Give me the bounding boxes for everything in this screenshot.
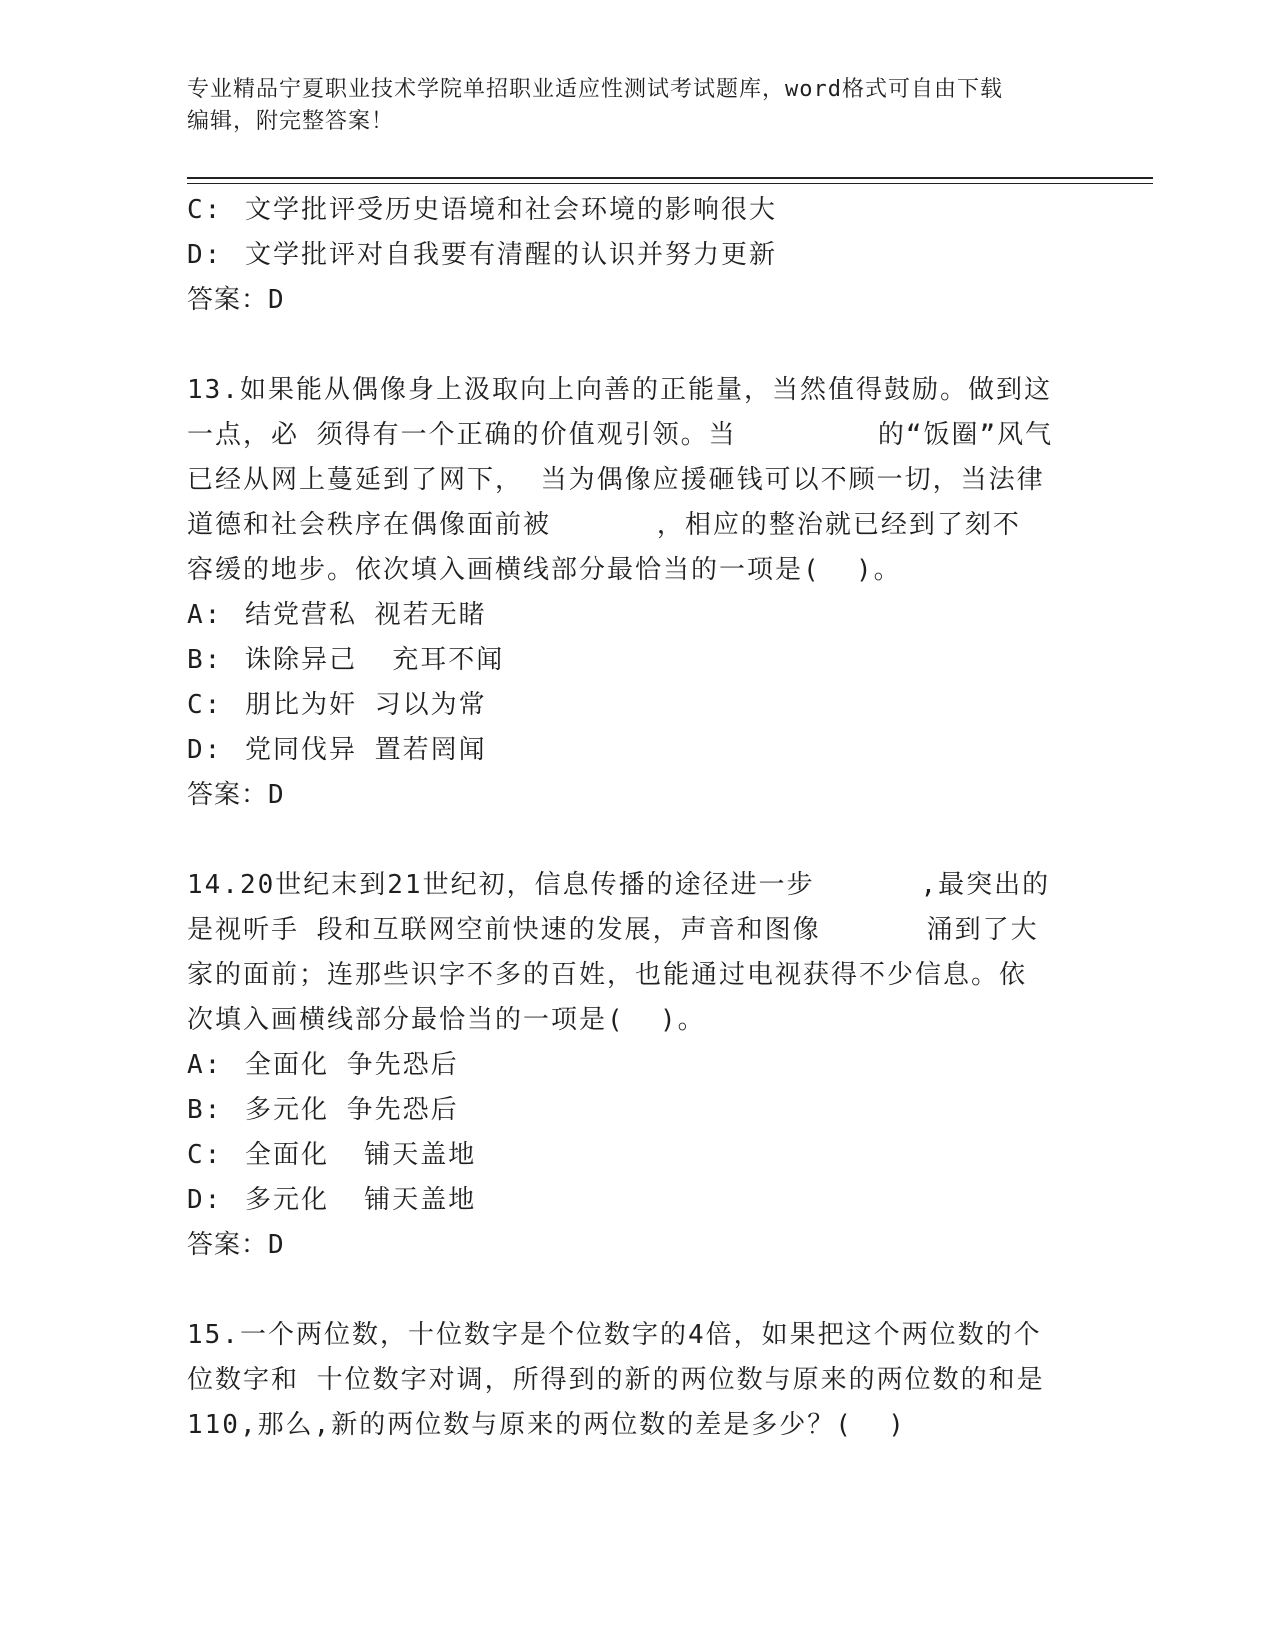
question-text-line: 容缓的地步。依次填入画横线部分最恰当的一项是( )。 — [187, 555, 902, 585]
question-text-line: 位数字和 十位数字对调，所得到的新的两位数与原来的两位数的和是 — [187, 1365, 1045, 1395]
question-text-line: 家的面前；连那些识字不多的百姓，也能通过电视获得不少信息。依 — [187, 960, 1028, 990]
option-d: D: 文学批评对自我要有清醒的认识并努力更新 — [187, 240, 778, 270]
header-line-1: 专业精品宁夏职业技术学院单招职业适应性测试考试题库，word格式可自由下载 — [187, 77, 1003, 102]
question-text-line: 次填入画横线部分最恰当的一项是( )。 — [187, 1005, 706, 1035]
question-text-line: 是视听手 段和互联网空前快速的发展，声音和图像 涌到了大 — [187, 915, 1039, 945]
question-text-line: 110,那么,新的两位数与原来的两位数的差是多少？( ) — [187, 1410, 906, 1440]
question-text-line: 14.20世纪末到21世纪初，信息传播的途径进一步 ,最突出的 — [187, 870, 1051, 900]
header-rule — [187, 177, 1153, 179]
document-body — [187, 188, 1087, 1448]
option-b: B: 多元化 争先恐后 — [187, 1095, 459, 1125]
header-rule-thin — [187, 183, 1153, 184]
option-c: C: 文学批评受历史语境和社会环境的影响很大 — [187, 195, 778, 225]
option-c: C: 全面化 铺天盖地 — [187, 1140, 477, 1170]
option-a: A: 结党营私 视若无睹 — [187, 600, 487, 630]
question-text-line: 已经从网上蔓延到了网下， 当为偶像应援砸钱可以不顾一切，当法律 — [187, 465, 1045, 495]
option-a: A: 全面化 争先恐后 — [187, 1050, 459, 1080]
question-text-line: 一点，必 须得有一个正确的价值观引领。当 的“饭圈”风气 — [187, 420, 1054, 450]
answer-line: 答案：D — [187, 780, 285, 810]
question-text-line: 道德和社会秩序在偶像面前被 ，相应的整治就已经到了刻不 — [187, 510, 1021, 540]
answer-line: 答案：D — [187, 285, 285, 315]
question-text-line: 15.一个两位数，十位数字是个位数字的4倍，如果把这个两位数的个 — [187, 1320, 1042, 1350]
header-line-2: 编辑，附完整答案！ — [187, 109, 395, 134]
option-b: B: 诛除异己 充耳不闻 — [187, 645, 505, 675]
question-text-line: 13.如果能从偶像身上汲取向上向善的正能量，当然值得鼓励。做到这 — [187, 375, 1052, 405]
question-15 — [187, 1313, 1087, 1448]
answer-line: 答案：D — [187, 1230, 285, 1260]
page-header — [187, 74, 1077, 138]
question-14 — [187, 863, 1087, 1268]
option-c: C: 朋比为奸 习以为常 — [187, 690, 487, 720]
option-d: D: 党同伐异 置若罔闻 — [187, 735, 487, 765]
option-d: D: 多元化 铺天盖地 — [187, 1185, 477, 1215]
question-13 — [187, 368, 1087, 818]
